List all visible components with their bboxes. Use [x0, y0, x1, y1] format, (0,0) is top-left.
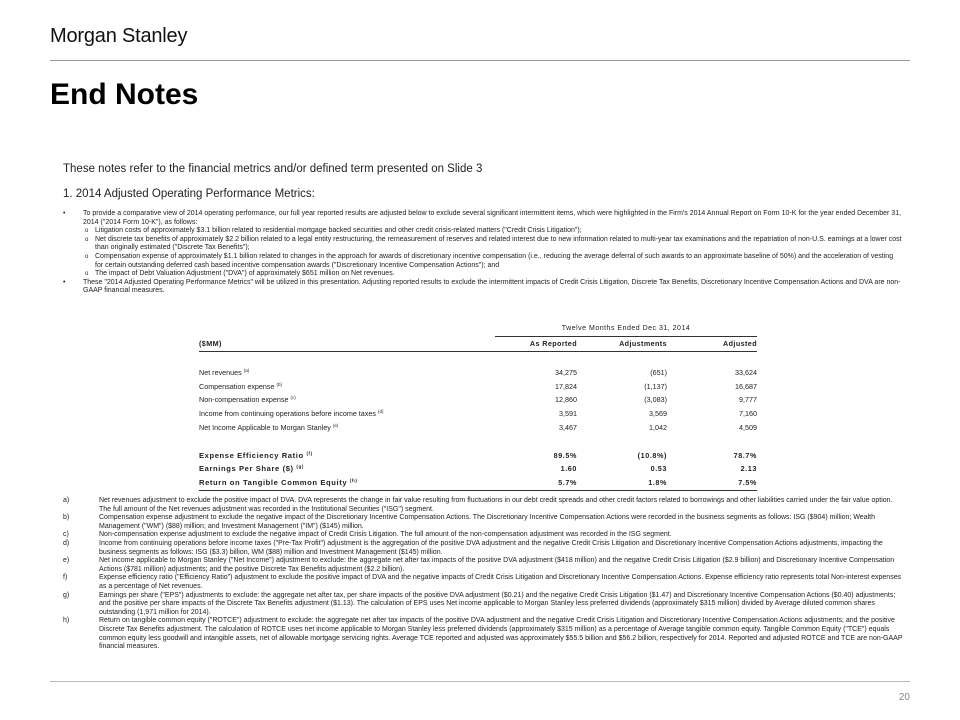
cell-adjusted: 4,509 [739, 422, 757, 432]
footnote-text: Earnings per share ("EPS") adjustments to exclude: the aggregate net after tax, per share impacts of the positive DVA adjustment ($0.21) and the negative Credit Crisis Litigation ($1.47) and Discretionary Incentive Compensation Actions ($0.40) adjustments; and the positive per share impacts of the Discrete Tax Benefits adjustment ($1.13). The calculation of EPS uses Net income applicable to Morgan Stanley less preferred dividends (approximately $315 million) divided by Average diluted common shares outstanding (1,971 million for 2014). [99, 591, 896, 616]
cell-adjusted: 7,160 [739, 409, 757, 419]
morgan-stanley-logo: Morgan Stanley [50, 25, 188, 47]
table-row-bold [199, 476, 757, 490]
cell-adjustments: (651) [650, 367, 667, 377]
footnote-letter: b) [63, 514, 70, 522]
footnote-letter: e) [63, 557, 70, 565]
table-row [199, 421, 757, 435]
sub-bullet-text: Litigation costs of approximately $3.1 billion related to residential mortgage backed securities and other credit crisis-related matters ("Credit Crisis Litigation"); [95, 227, 582, 235]
row-note: (f) [306, 450, 313, 456]
financial-table [199, 322, 757, 491]
footnote-letter: c) [63, 531, 69, 539]
footnote-item [63, 514, 905, 531]
row-note: (c) [290, 395, 296, 401]
cell-adjusted: 9,777 [739, 395, 757, 405]
row-note: (g) [296, 464, 304, 470]
bullet-text: These "2014 Adjusted Operating Performance Metrics" will be utilized in this presentation. Adjusting reported results to exclude the intermittent impacts of Credit Crisis Litigation, Discrete Tax Benefits, Discretionary Incentive Compensation Actions and DVA are non-GAAP financial measures. [83, 278, 901, 295]
row-note: (e) [332, 422, 339, 428]
footnote-item [63, 497, 905, 514]
cell-reported: 34,275 [555, 367, 577, 377]
cell-reported: 3,591 [559, 409, 577, 419]
footnote-letter: d) [63, 539, 70, 547]
sub-bullet-text: Compensation expense of approximately $1.1 billion related to changes in the approach for awards of discretionary incentive compensation (i.e., reducing the average deferral of such awards to an approximate baseline of 50%) and the acceleration of vesting for certain outstanding deferred cash based incentive compensation awards ("Discretionary Incentive Compensation Actions"); and [95, 252, 894, 269]
footnote-text: Non-compensation expense adjustment to exclude the negative impact of Credit Crisis Litigation. The full amount of the non-compensation adjustment was recorded in the ISG segment. [99, 531, 672, 539]
footer-divider [50, 681, 910, 682]
table-row [199, 393, 757, 407]
footnote-text: Income from continuing operations before income taxes ("Pre-Tax Profit") adjustment is the aggregation of the positive DVA adjustment and the negative Credit Crisis Litigation and Discretionary Incentive Compensation Actions adjustments, impacting the business segments as follows: ISG ($3.3) billion, WM ($88) million and Investment Management ($145) million. [99, 539, 883, 556]
row-label: Income from continuing operations before income taxes [199, 409, 376, 419]
section-heading: 1. 2014 Adjusted Operating Performance Metrics: [63, 188, 315, 200]
period-header: Twelve Months Ended Dec 31, 2014 [495, 322, 757, 336]
cell-reported: 89.5% [553, 450, 577, 460]
cell-adjustments: 3,569 [649, 409, 667, 419]
col-header-adjusted: Adjusted [667, 336, 757, 351]
footnotes [63, 497, 905, 652]
page-number: 20 [898, 692, 910, 703]
footnote-letter: g) [63, 591, 70, 599]
footnote-letter: h) [63, 617, 70, 625]
sub-bullet-text: The impact of Debt Valuation Adjustment ("DVA") of approximately $651 million on Net revenues. [95, 270, 395, 278]
bullet-list [63, 210, 903, 296]
col-header-reported: As Reported [495, 336, 577, 351]
cell-adjustments: 1.8% [577, 476, 667, 490]
col-header-adjustments: Adjustments [577, 336, 667, 351]
footnote-text: Compensation expense adjustment to exclude the negative impact of the Discretionary Incentive Compensation Actions. The Discretionary Incentive Compensation Actions were recorded in the business segments as follows: ISG ($904) million; Wealth Management ("WM") ($88) million; and Investment Management ("IM") ($145) million. [99, 514, 875, 530]
cell-adjustments: 1,042 [649, 422, 667, 432]
row-note: (d) [378, 409, 384, 415]
footnote-item [63, 531, 905, 540]
row-label: Compensation expense [199, 381, 275, 391]
bullet-text: To provide a comparative view of 2014 operating performance, our full year reported results are adjusted below to exclude several significant intermittent items, which were highlighted in the Firm's 2014 Annual Report on Form 10-K for the year ended December 31, 2014 ("2014 Form 10-K"), as follows: [83, 210, 902, 226]
table-row [199, 407, 757, 421]
footnote-text: Expense efficiency ratio ("Efficiency Ratio") adjustment to exclude the positive impact of DVA and the negative impacts of Credit Crisis Litigation and Discretionary Incentive Compensation Actions. Expense efficiency ratio represents total Non-interest expenses as a percentage of Net revenues. [99, 574, 902, 590]
cell-adjusted: 33,624 [735, 367, 757, 377]
footnote-item [63, 557, 905, 574]
cell-adjusted: 78.7% [733, 450, 757, 460]
table-row-bold [199, 462, 757, 476]
cell-reported: 3,467 [559, 422, 577, 432]
footnote-letter: f) [63, 574, 68, 582]
intro-text: These notes refer to the financial metrics and/or defined term presented on Slide 3 [63, 163, 483, 175]
sub-bullet-text: Net discrete tax benefits of approximately $2.2 billion related to a legal entity restructuring, the remeasurement of reserves and related interest due to new information related to multi-year tax examinations and the repatriation of non-U.S. earnings at a lower cost than originally estimated ("Discrete Tax Benefits"); [95, 235, 902, 252]
bullet-item: • These "2014 Adjusted Operating Performance Metrics" will be utilized in this presentation. Adjusting reported results to exclude the intermittent impacts of Credit Crisis Litigation, Discrete Tax Benefits, Discretionary Incentive Compensation Actions and DVA are non-GAAP financial measures. [63, 278, 901, 295]
cell-adjusted: 7.5% [667, 476, 757, 490]
sub-bullet-item: o Litigation costs of approximately $3.1 billion related to residential mortgage backed securities and other credit crisis-related matters ("Credit Crisis Litigation"); [85, 227, 582, 235]
cell-reported: 17,824 [555, 381, 577, 391]
units-label: ($MM) [199, 336, 495, 351]
footnote-text: Return on tangible common equity ("ROTCE") adjustment to exclude: the aggregate net after tax impacts of the positive DVA adjustment and the negative Credit Crisis Litigation and Discretionary Incentive Compensation Actions adjustments; and the positive Discrete Tax Benefits adjustment. The calculation of ROTCE uses net income applicable to Morgan Stanley less preferred dividends (approximately $315 million) as a percentage of Average tangible common equity. Tangible Common Equity ("TCE") equals common equity less goodwill and intangible assets, net of allowable mortgage servicing rights. Average TCE reported and adjusted was approximately $55.5 billion and $56.2 billion, respectively for 2014. Reported and adjusted ROTCE and TCE are non-GAAP financial measures. [99, 617, 903, 651]
footnote-item [63, 574, 905, 591]
sub-bullet-item: o The impact of Debt Valuation Adjustment ("DVA") of approximately $651 million on Net revenues. [85, 270, 395, 278]
row-note: (a) [243, 367, 250, 373]
sub-bullet-item: o Compensation expense of approximately $1.1 billion related to changes in the approach for awards of discretionary incentive compensation (i.e., reducing the average deferral of such awards to an approximate baseline of 50%) and the acceleration of vesting for certain outstanding deferred cash based incentive compensation awards ("Discretionary Incentive Compensation Actions"); and [85, 252, 894, 269]
footnote-letter: a) [63, 497, 70, 504]
header-divider [50, 60, 910, 61]
cell-adjustments: (10.8%) [637, 450, 667, 460]
cell-adjustments: (1,137) [644, 381, 667, 391]
row-note: (b) [276, 381, 283, 387]
table-row-bold [199, 448, 757, 462]
footnote-text: Net revenues adjustment to exclude the positive impact of DVA. DVA represents the change in fair value resulting from fluctuations in our debt credit spreads and other credit factors related to borrowings and other liabilities carried under the fair value option. The full amount of the Net revenues adjustment was recorded in the Institutional Securities ("ISG") segment. [99, 497, 893, 513]
table-row [199, 379, 757, 393]
row-note: (h) [349, 478, 358, 484]
sub-bullet-item: o Net discrete tax benefits of approximately $2.2 billion related to a legal entity restructuring, the remeasurement of reserves and related interest due to new information related to multi-year tax examinations and the repatriation of non-U.S. earnings at a lower cost than originally estimated ("Discrete Tax Benefits"); [85, 235, 902, 252]
row-label: Net Income Applicable to Morgan Stanley [199, 422, 331, 432]
row-label: Non-compensation expense [199, 395, 289, 405]
footnote-item [63, 540, 905, 557]
cell-reported: 12,860 [555, 395, 577, 405]
cell-reported: 1.60 [560, 464, 577, 474]
cell-adjusted: 16,687 [735, 381, 757, 391]
cell-adjustments: 0.53 [650, 464, 667, 474]
cell-adjusted: 2.13 [740, 464, 757, 474]
footnote-text: Net income applicable to Morgan Stanley ("Net Income") adjustment to exclude: the aggregate net after tax impacts of the positive DVA adjustment ($418 million) and the negative Credit Crisis Litigation ($2.9 billion) and Discretionary Incentive Compensation Actions ($781 million) adjustments; and the positive Discrete Tax Benefits adjustment ($2.2 billion). [99, 557, 895, 573]
footnote-item [63, 592, 905, 618]
cell-adjustments: (3,083) [644, 395, 667, 405]
row-label: Net revenues [199, 367, 242, 377]
row-label: Expense Efficiency Ratio [199, 450, 304, 460]
footnote-item [63, 617, 905, 651]
row-label: Earnings Per Share ($) [199, 464, 294, 474]
page-title: End Notes [50, 78, 199, 111]
cell-reported: 5.7% [495, 476, 577, 490]
bullet-item: • To provide a comparative view of 2014 operating performance, our full year reported results are adjusted below to exclude several significant intermittent items, which were highlighted in the Firm's 2014 Annual Report on Form 10-K for the year ended December 31, 2014 ("2014 Form 10-K"), as follows: [63, 210, 902, 226]
row-label: Return on Tangible Common Equity [199, 478, 348, 488]
table-row [199, 365, 757, 379]
